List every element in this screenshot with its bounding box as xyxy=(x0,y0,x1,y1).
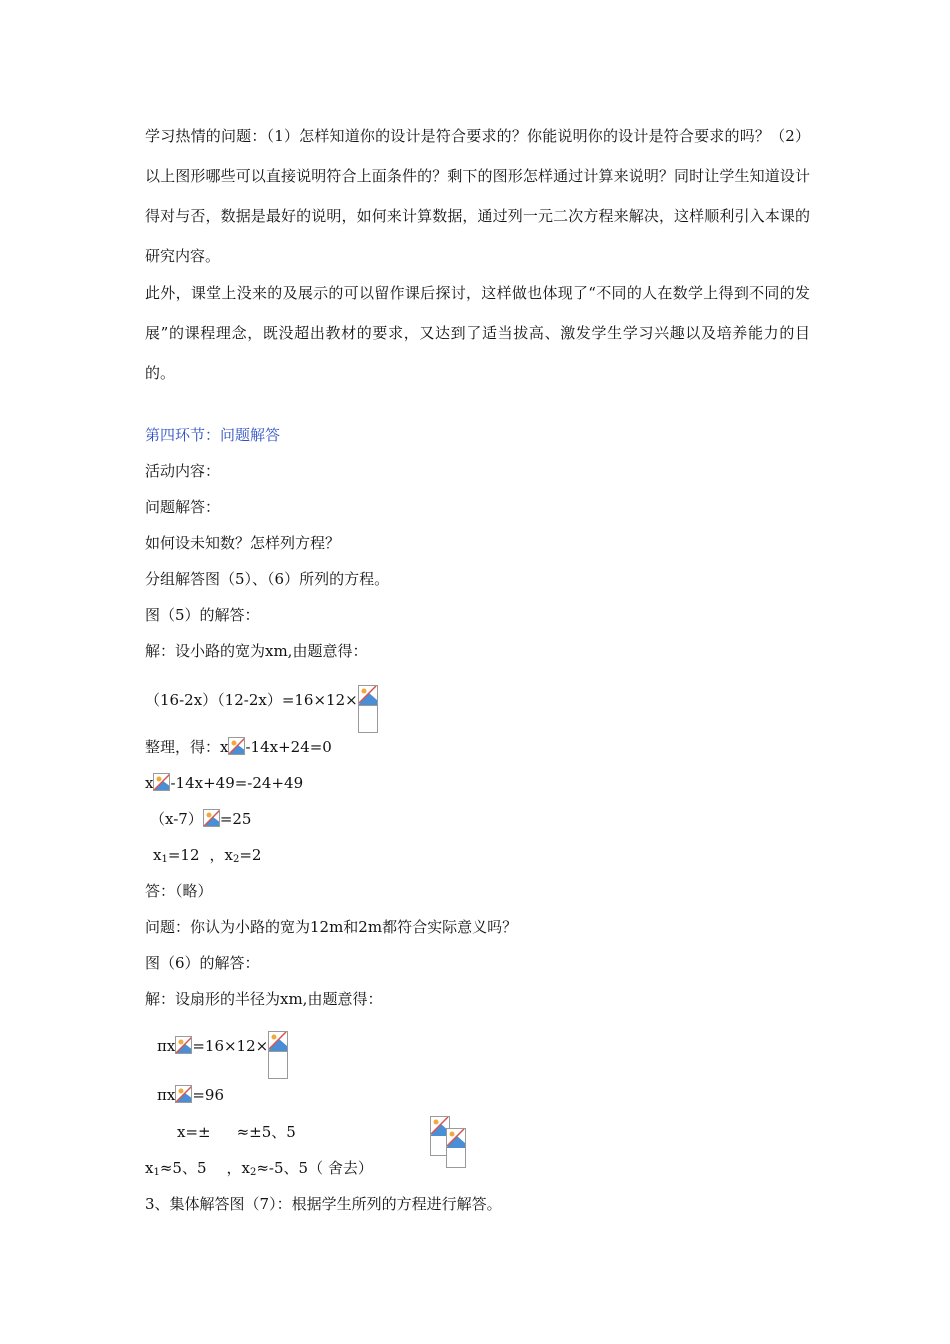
fig5-answer: 答：（略） xyxy=(145,882,213,900)
fig5-setup: 解：设小路的宽为xm,由题意得： xyxy=(145,642,368,660)
broken-image-icon xyxy=(358,685,378,733)
activity-label: 活动内容： xyxy=(145,462,221,480)
fig6-equation-1-prefix: πx xyxy=(157,1037,176,1055)
broken-image-icon xyxy=(203,809,220,827)
section-heading: 第四环节：问题解答 xyxy=(145,426,281,444)
fig5-question: 问题：你认为小路的宽为12m和2m都符合实际意义吗？ xyxy=(145,918,518,936)
broken-image-icon xyxy=(446,1128,468,1168)
fig5-equation-1-text: （16-2x）（12-2x）=16×12× xyxy=(145,691,358,709)
extra-paragraph: 此外，课堂上没来的及展示的可以留作课后探讨，这样做也体现了“不同的人在数学上得到不同的发展”的课程理念，既没超出教材的要求，又达到了适当拔高、激发学生学习兴趣以及培养能力的目的。 xyxy=(145,284,810,382)
fig6-equation-2-suffix: =96 xyxy=(192,1086,224,1104)
fig5-equation-2-suffix: -14x+24=0 xyxy=(245,738,332,756)
fig6-root-2-subscript: 2 xyxy=(249,1167,257,1178)
fig5-root-2-subscript: 2 xyxy=(232,854,240,865)
fig5-root-1-label: x xyxy=(153,846,162,864)
fig6-roots xyxy=(145,1158,373,1183)
fig6-equation-3-right: ≈±5、5 xyxy=(236,1123,296,1141)
fig5-roots-separator: ， xyxy=(209,846,225,864)
fig5-root-2-label: x xyxy=(224,846,233,864)
fig6-root-1-subscript: 1 xyxy=(153,1167,160,1178)
fig5-equation-3-suffix: -14x+49=-24+49 xyxy=(170,774,304,792)
fig6-root-2-value: ≈-5、5（ 舍去） xyxy=(256,1159,373,1177)
fig6-equation-1-suffix: =16×12× xyxy=(192,1037,269,1055)
fig6-setup: 解：设扇形的半径为xm,由题意得： xyxy=(145,990,383,1008)
fig5-root-1-subscript: 1 xyxy=(161,854,168,865)
fig5-equation-4 xyxy=(150,809,251,829)
fig6-title: 图（6）的解答： xyxy=(145,954,260,972)
fig5-equation-2-prefix: 整理，得：x xyxy=(145,738,229,756)
fig6-root-1-value: ≈5、5 xyxy=(159,1159,207,1177)
fig5-equation-4-suffix: =25 xyxy=(219,810,252,828)
question-setup: 如何设未知数？怎样列方程？ xyxy=(145,534,341,552)
fig6-equation-2 xyxy=(157,1085,224,1105)
fig5-equation-3-prefix: x xyxy=(145,774,154,792)
intro-paragraph: 学习热情的问题：（1）怎样知道你的设计是符合要求的？你能说明你的设计是符合要求的吗？（2）以上图形哪些可以直接说明符合上面条件的？剩下的图形怎样通过计算来说明？同时让学生知道设计得对与否，数据是最好的说明，如何来计算数据，通过列一元二次方程来解决，这样顺利引入本课的研究内容。 xyxy=(145,127,810,265)
fig5-title: 图（5）的解答： xyxy=(145,606,260,624)
broken-image-icon xyxy=(175,1085,192,1103)
fig6-equation-3 xyxy=(177,1122,296,1142)
broken-image-icon xyxy=(153,773,170,791)
broken-image-icon xyxy=(228,737,245,755)
fig5-equation-1 xyxy=(145,676,378,733)
fig6-roots-separator: ， xyxy=(226,1159,242,1177)
problem-label: 问题解答： xyxy=(145,498,221,516)
fig5-equation-3 xyxy=(145,773,303,793)
group-task: 分组解答图（5）、（6）所列的方程。 xyxy=(145,570,390,588)
fig6-equation-1 xyxy=(157,1022,288,1079)
fig5-root-2-value: =2 xyxy=(239,846,262,864)
fig6-root-1-label: x xyxy=(145,1159,154,1177)
fig5-root-1-value: =12 xyxy=(167,846,200,864)
fig7-task: 3、集体解答图（7）：根据学生所列的方程进行解答。 xyxy=(145,1195,502,1213)
fig6-equation-3-left: x=± xyxy=(177,1123,211,1141)
fig5-roots xyxy=(153,845,261,870)
fig5-equation-2 xyxy=(145,737,332,757)
fig6-equation-2-prefix: πx xyxy=(157,1086,176,1104)
fig5-equation-4-prefix: （x-7） xyxy=(150,810,203,828)
broken-image-icon xyxy=(268,1031,288,1079)
broken-image-icon xyxy=(175,1036,192,1054)
fig6-root-2-label: x xyxy=(241,1159,250,1177)
